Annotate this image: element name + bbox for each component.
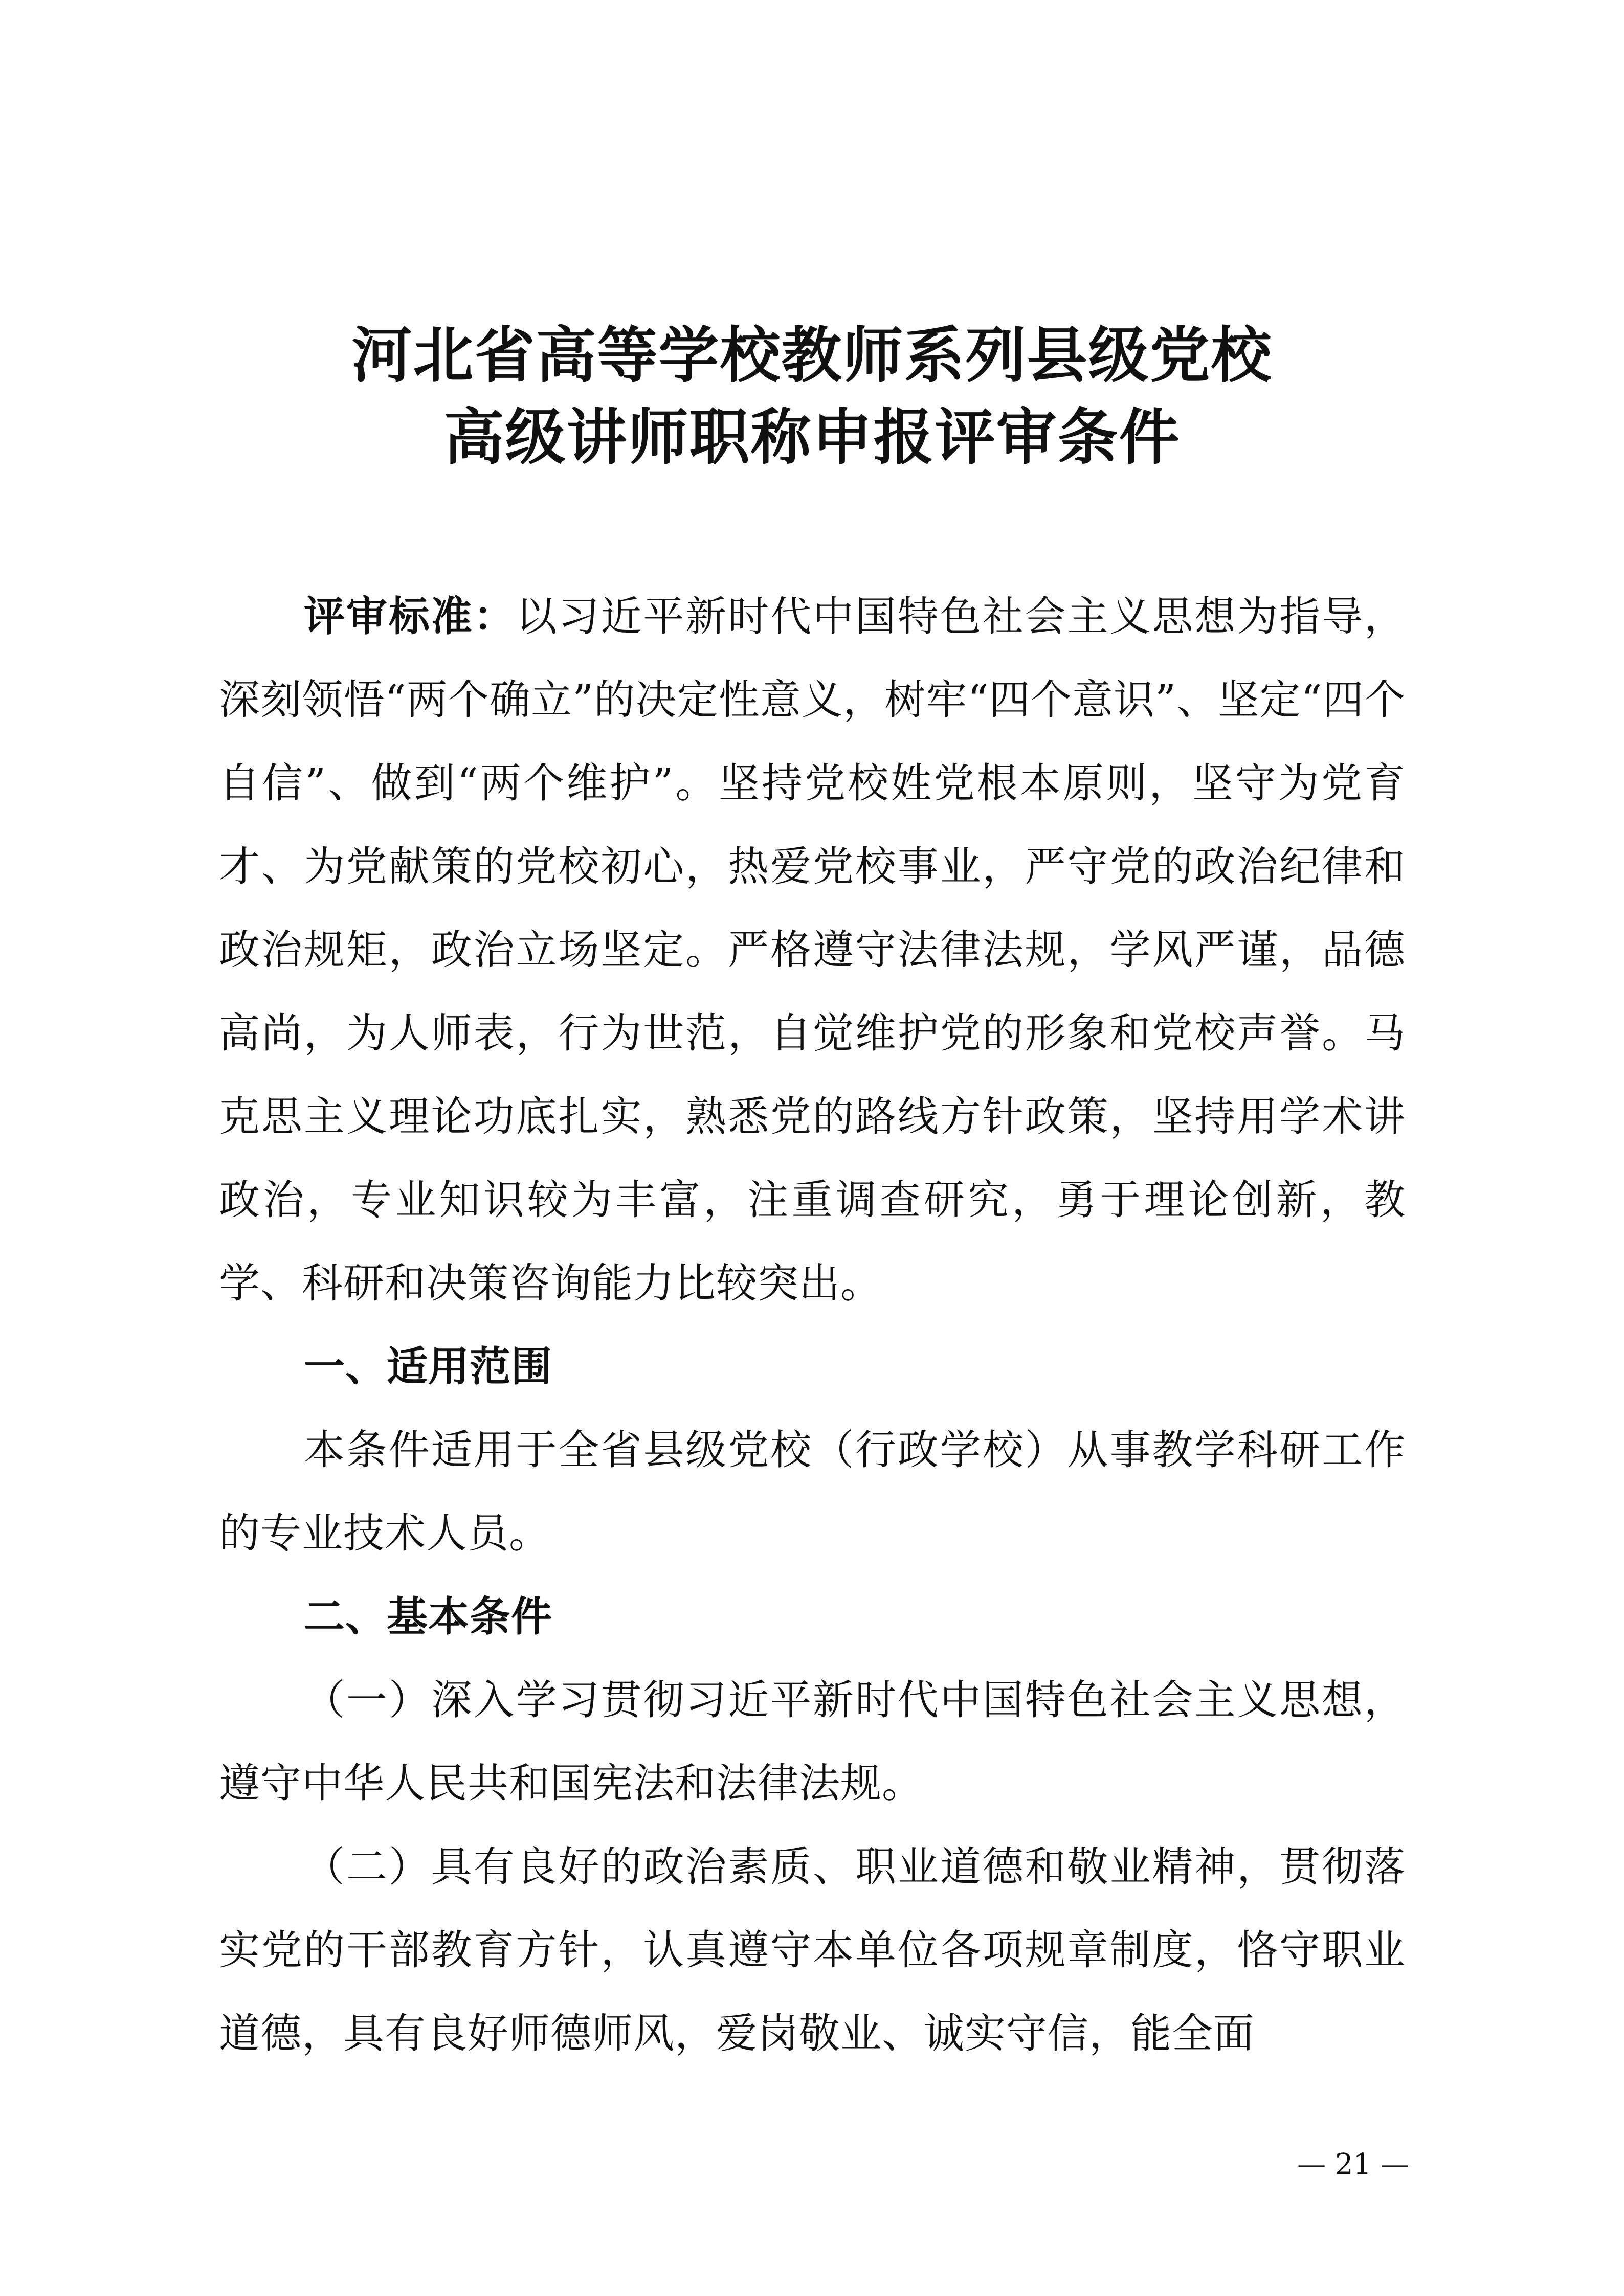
scope-paragraph: 本条件适用于全省县级党校（行政学校）从事教学科研工作的专业技术人员。 (219, 1426, 1406, 1557)
page-number: — 21 — (1297, 2148, 1409, 2181)
evaluation-standard-label: 评审标准： (304, 593, 516, 640)
document-body (219, 575, 1406, 2075)
evaluation-standard-text: 以习近平新时代中国特色社会主义思想为指导，深刻领悟“两个确立”的决定性意义，树牢“四个意识”、坚定“四个自信”、做到“两个维护”。坚持党校姓党根本原则，坚守为党育才、为党献策的党校初心，热爱党校事业，严守党的政治纪律和政治规矩，政治立场坚定。严格遵守法律法规，学风严谨，品德高尚，为人师表，行为世范，自觉维护党的形象和党校声誉。马克思主义理论功底扎实，熟悉党的路线方针政策，坚持用学术讲政治，专业知识较为丰富，注重调查研究，勇于理论创新，教学、科研和决策咨询能力比较突出。 (219, 593, 1406, 1307)
section-heading-basic-conditions: 二、基本条件 (304, 1593, 552, 1640)
document-title-line-1: 河北省高等学校教师系列县级党校 (351, 320, 1273, 391)
document-title-line-2: 高级讲师职称申报评审条件 (443, 402, 1181, 472)
basic-condition-item-1: （一）深入学习贯彻习近平新时代中国特色社会主义思想，遵守中华人民共和国宪法和法律法规。 (219, 1676, 1406, 1807)
evaluation-standard-paragraph (219, 575, 1406, 1325)
section-heading-scope: 一、适用范围 (304, 1343, 552, 1390)
basic-condition-item-2: （二）具有良好的政治素质、职业道德和敬业精神，贯彻落实党的干部教育方针，认真遵守本单位各项规章制度，恪守职业道德，具有良好师德师风，爱岗敬业、诚实守信，能全面 (219, 1843, 1406, 2057)
